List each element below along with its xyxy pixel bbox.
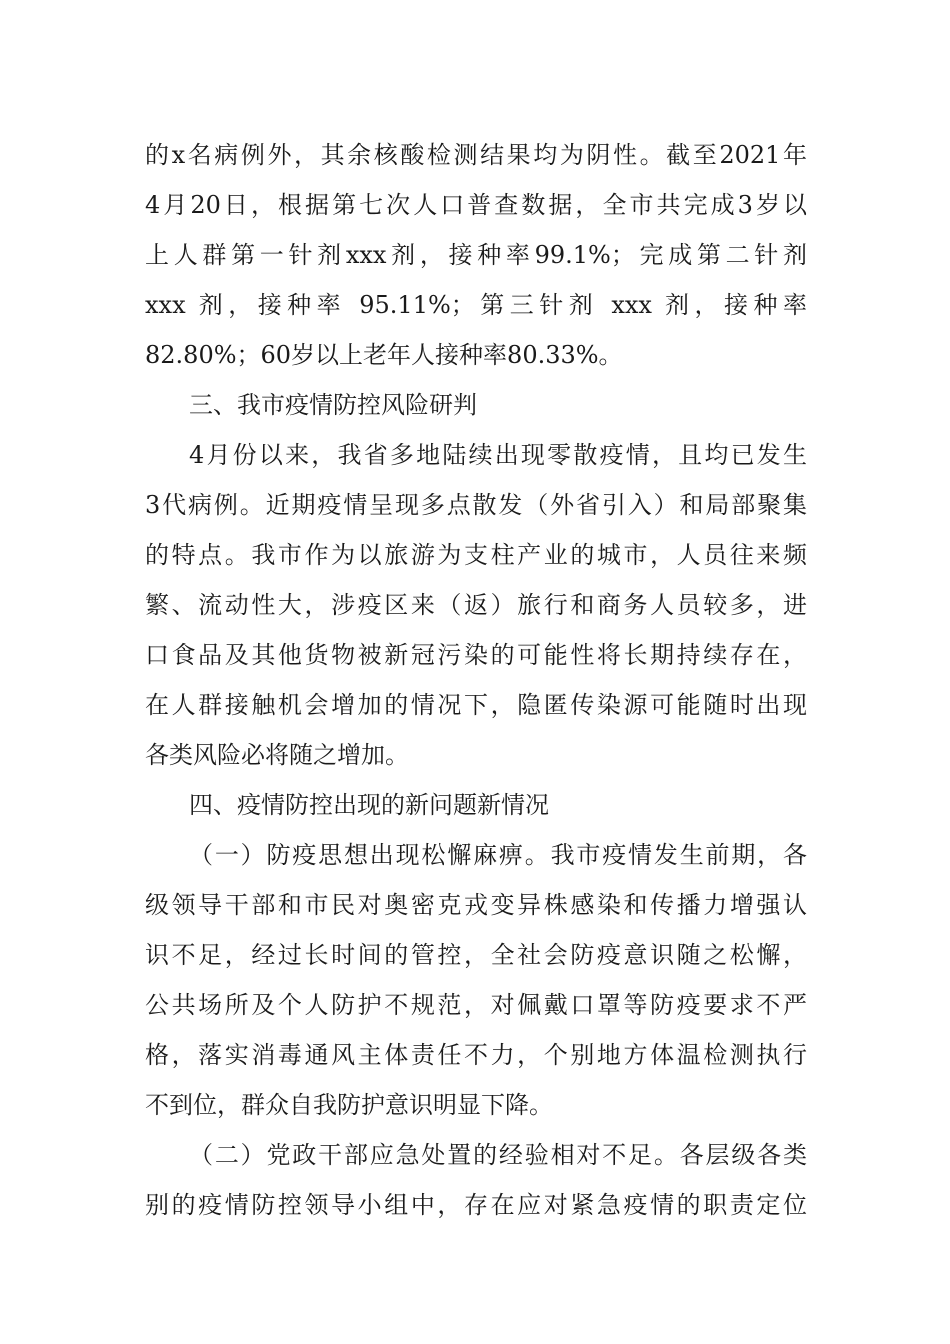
body-line: 不到位，群众自我防护意识明显下降。 [145,1091,553,1119]
section-heading: 三、我市疫情防控风险研判 [189,391,477,419]
document-body [145,130,807,1230]
body-line: 公共场所及个人防护不规范，对佩戴口罩等防疫要求不严 [145,991,807,1019]
body-line: 上人群第一针剂xxx剂，接种率99.1%；完成第二针剂 [145,241,807,269]
body-line: 的特点。我市作为以旅游为支柱产业的城市，人员往来频 [145,541,807,569]
body-line: xxx 剂，接种率 95.11%；第三针剂 xxx 剂，接种率 [145,291,807,319]
body-line: 别的疫情防控领导小组中，存在应对紧急疫情的职责定位 [145,1191,807,1219]
body-line: 格，落实消毒通风主体责任不力，个别地方体温检测执行 [145,1041,807,1069]
body-line: 口食品及其他货物被新冠污染的可能性将长期持续存在， [145,641,807,669]
body-line: 在人群接触机会增加的情况下，隐匿传染源可能随时出现 [145,691,807,719]
body-line: （二）党政干部应急处置的经验相对不足。各层级各类 [189,1141,807,1169]
section-heading: 四、疫情防控出现的新问题新情况 [189,791,549,819]
body-line: 级领导干部和市民对奥密克戎变异株感染和传播力增强认 [145,891,807,919]
body-line: 识不足，经过长时间的管控，全社会防疫意识随之松懈， [145,941,807,969]
body-line: 82.80%；60岁以上老年人接种率80.33%。 [145,341,623,369]
body-line: 4月份以来，我省多地陆续出现零散疫情，且均已发生 [189,441,807,469]
body-line: （一）防疫思想出现松懈麻痹。我市疫情发生前期，各 [189,841,807,869]
body-line: 各类风险必将随之增加。 [145,741,409,769]
body-line: 的x名病例外，其余核酸检测结果均为阴性。截至2021年 [145,141,807,169]
body-line: 繁、流动性大，涉疫区来（返）旅行和商务人员较多，进 [145,591,807,619]
body-line: 3代病例。近期疫情呈现多点散发（外省引入）和局部聚集 [145,491,807,519]
body-line: 4月20日，根据第七次人口普查数据，全市共完成3岁以 [145,191,807,219]
